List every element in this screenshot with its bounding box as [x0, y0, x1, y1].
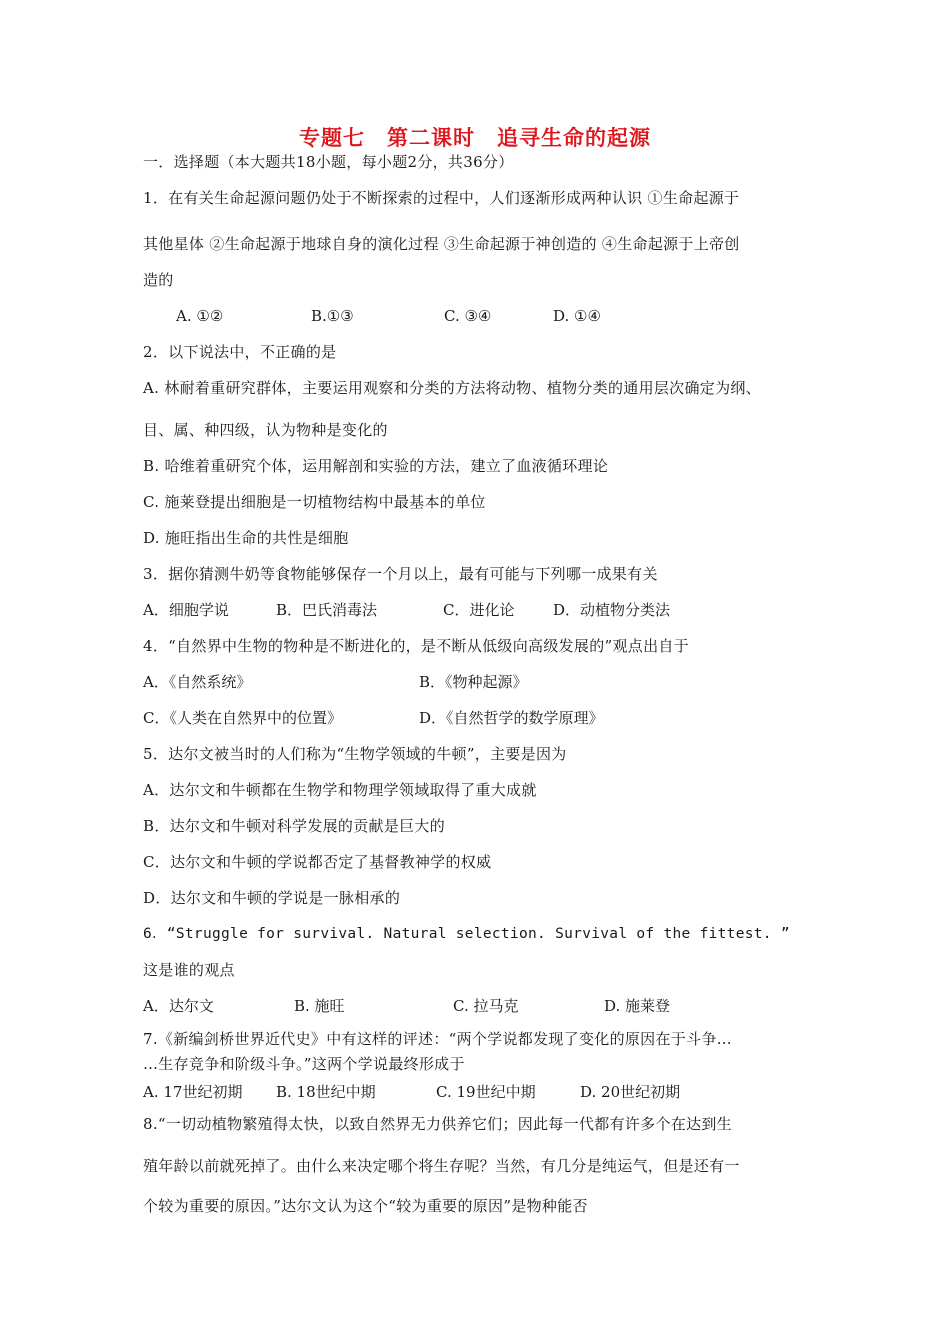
q7-option-a: A. 17世纪初期 — [143, 1083, 243, 1101]
q1-option-c: C. ③④ — [444, 307, 492, 325]
q6-option-d: D. 施莱登 — [604, 997, 671, 1015]
q2-option-a-line1: A. 林耐着重研究群体，主要运用观察和分类的方法将动物、植物分类的通用层次确定为纲、 — [143, 379, 761, 397]
q8-stem-line2: 殖年龄以前就死掉了。由什么来决定哪个将生存呢？当然，有几分是纯运气，但是还有一 — [143, 1157, 740, 1175]
section-heading: 一．选择题（本大题共18小题，每小题2分，共36分） — [143, 153, 514, 171]
q3-option-b: B．巴氏消毒法 — [276, 601, 378, 619]
q1-option-a: A. ①② — [176, 307, 224, 325]
q3-option-d: D．动植物分类法 — [553, 601, 671, 619]
q1-option-d: D. ①④ — [553, 307, 601, 325]
q6-option-c: C. 拉马克 — [453, 997, 519, 1015]
q1-stem-line1: 1．在有关生命起源问题仍处于不断探索的过程中，人们逐渐形成两种认识 ①生命起源于 — [143, 189, 740, 207]
q4-option-a: A．《自然系统》 — [143, 673, 252, 691]
q8-stem-line1: 8.“一切动植物繁殖得太快，以致自然界无力供养它们；因此每一代都有许多个在达到生 — [143, 1115, 732, 1133]
q3-option-c: C．进化论 — [443, 601, 515, 619]
q4-option-c: C．《人类在自然界中的位置》 — [143, 709, 342, 727]
q2-stem: 2．以下说法中，不正确的是 — [143, 343, 337, 361]
q1-stem-line3: 造的 — [143, 271, 174, 289]
page-title: 专题七 第二课时 追寻生命的起源 — [299, 126, 651, 150]
q5-option-d: D．达尔文和牛顿的学说是一脉相承的 — [143, 889, 401, 907]
q6-option-a: A．达尔文 — [143, 997, 214, 1015]
q6-stem-line1: 6．“Struggle for survival. Natural selection. Survival of the fittest. ” — [143, 926, 790, 942]
q3-option-a: A．细胞学说 — [143, 601, 229, 619]
q8-stem-line3: 个较为重要的原因。”达尔文认为这个“较为重要的原因”是物种能否 — [143, 1197, 588, 1215]
q5-option-b: B．达尔文和牛顿对科学发展的贡献是巨大的 — [143, 817, 446, 835]
q2-option-b: B. 哈维着重研究个体，运用解剖和实验的方法，建立了血液循环理论 — [143, 457, 609, 475]
q2-option-d: D. 施旺指出生命的共性是细胞 — [143, 529, 349, 547]
q6-option-b: B. 施旺 — [294, 997, 345, 1015]
q7-stem-line1: 7.《新编剑桥世界近代史》中有这样的评述：“两个学说都发现了变化的原因在于斗争… — [143, 1030, 732, 1048]
q7-option-b: B. 18世纪中期 — [276, 1083, 376, 1101]
q7-option-d: D. 20世纪初期 — [580, 1083, 681, 1101]
q6-stem-line2: 这是谁的观点 — [143, 961, 235, 979]
q1-option-b: B.①③ — [311, 307, 354, 325]
q2-option-a-line2: 目、属、种四级，认为物种是变化的 — [143, 421, 388, 439]
q4-stem: 4．“自然界中生物的物种是不断进化的，是不断从低级向高级发展的”观点出自于 — [143, 637, 689, 655]
q1-stem-line2: 其他星体 ②生命起源于地球自身的演化过程 ③生命起源于神创造的 ④生命起源于上帝创 — [143, 235, 740, 253]
q3-stem: 3．据你猜测牛奶等食物能够保存一个月以上，最有可能与下列哪一成果有关 — [143, 565, 658, 583]
q7-option-c: C. 19世纪中期 — [436, 1083, 536, 1101]
q5-option-c: C．达尔文和牛顿的学说都否定了基督教神学的权威 — [143, 853, 492, 871]
q2-option-c: C. 施莱登提出细胞是一切植物结构中最基本的单位 — [143, 493, 486, 511]
q5-stem: 5．达尔文被当时的人们称为“生物学领域的牛顿”，主要是因为 — [143, 745, 567, 763]
q4-option-d: D．《自然哲学的数学原理》 — [419, 709, 604, 727]
q4-option-b: B．《物种起源》 — [419, 673, 528, 691]
q5-option-a: A．达尔文和牛顿都在生物学和物理学领域取得了重大成就 — [143, 781, 537, 799]
q7-stem-line2: …生存竞争和阶级斗争。”这两个学说最终形成于 — [143, 1055, 465, 1073]
